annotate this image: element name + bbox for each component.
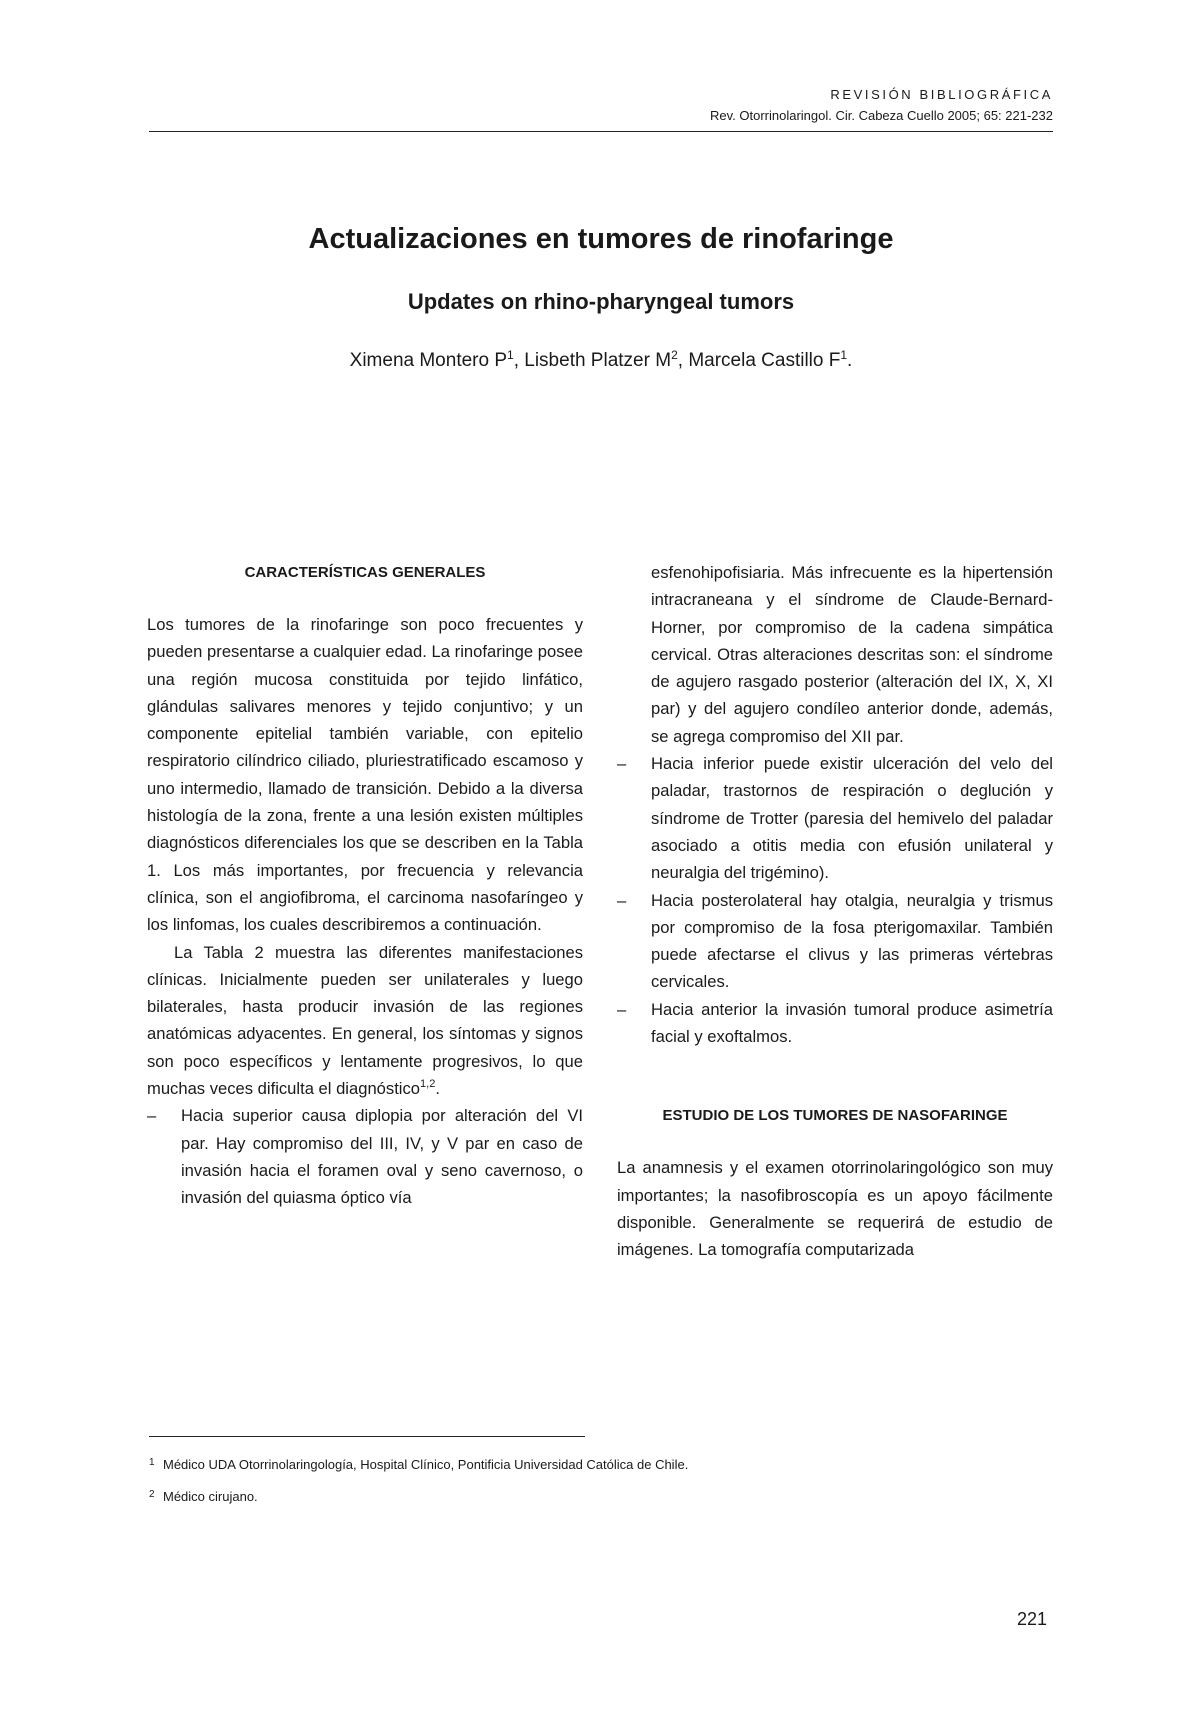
spacer xyxy=(147,586,583,611)
author-name: Lisbeth Platzer M xyxy=(524,350,672,371)
list-item xyxy=(617,996,1053,1051)
author-list xyxy=(149,347,1053,375)
author-affiliation-marker: 2 xyxy=(671,348,678,362)
left-column xyxy=(147,559,583,1212)
footnote-rule xyxy=(149,1436,585,1437)
paragraph-text: La Tabla 2 muestra las diferentes manifestaciones clínicas. Inicialmente pueden ser unilaterales y luego bilaterales, hasta producir invasión de las regiones anatómicas adyacentes. En general, los síntomas y signos son poco específicos y lentamente progresivos, lo que muchas veces dificulta el diagnóstico xyxy=(147,942,583,1099)
author-name: Ximena Montero P xyxy=(349,350,508,371)
list-item-continued xyxy=(617,559,1053,750)
dash-marker: – xyxy=(617,999,627,1019)
journal-citation: Rev. Otorrinolaringol. Cir. Cabeza Cuello 2005; 65: 221-232 xyxy=(709,108,1053,123)
author-affiliation-marker: 1 xyxy=(840,348,848,362)
dash-marker: – xyxy=(617,754,627,774)
footnote-text: Médico cirujano. xyxy=(163,1489,258,1504)
list-item xyxy=(617,887,1053,996)
list-item-text: Hacia inferior puede existir ulceración del velo del paladar, trastornos de respiración o deglución y síndrome de Trotter (paresia del hemivelo del paladar asociado a otitis media con efusión unilateral y neuralgia del trigémino). xyxy=(651,754,1053,883)
list-item xyxy=(147,1102,583,1211)
footnote-marker: 1 xyxy=(149,1457,155,1468)
author-separator: . xyxy=(847,350,853,371)
author-separator: , xyxy=(677,350,689,371)
paragraph: La anamnesis y el examen otorrinolaringológico son muy importantes; la nasofibroscopía es un apoyo fácilmente disponible. Generalmente se requerirá de estudio de imágenes. La tomografía computarizada xyxy=(617,1158,1053,1260)
author-affiliation-marker: 1 xyxy=(507,348,514,362)
section-label: REVISIÓN BIBLIOGRÁFICA xyxy=(830,87,1053,102)
section-heading-caracteristicas: CARACTERÍSTICAS GENERALES xyxy=(244,564,486,581)
article-subtitle: Updates on rhino-pharyngeal tumors xyxy=(407,289,795,314)
paragraph-end: . xyxy=(435,1079,440,1099)
footnote-text: Médico UDA Otorrinolaringología, Hospital Clínico, Pontificia Universidad Católica de Chile. xyxy=(163,1457,689,1472)
footnote xyxy=(149,1448,949,1480)
author-name: Marcela Castillo F xyxy=(688,350,841,371)
section-heading-estudio: ESTUDIO DE LOS TUMORES DE NASOFARINGE xyxy=(662,1107,1008,1125)
running-header xyxy=(710,87,1053,126)
spacer xyxy=(617,1129,1053,1154)
right-column xyxy=(617,559,1053,1264)
list-item-text: Hacia posterolateral hay otalgia, neuralgia y trismus por compromiso de la fosa pterigomaxilar. También puede afectarse el clivus y las primeras vértebras cervicales. xyxy=(651,890,1053,992)
list-item-text: Hacia anterior la invasión tumoral produce asimetría facial y exoftalmos. xyxy=(651,999,1053,1047)
dash-marker: – xyxy=(617,890,627,910)
footnotes xyxy=(149,1448,949,1512)
dash-marker: – xyxy=(147,1106,157,1126)
article-title: Actualizaciones en tumores de rinofaringe xyxy=(308,223,894,255)
list-item-text: esfenohipofisiaria. Más infrecuente es la hipertensión intracraneana y el síndrome de Claude-Bernard-Horner, por compromiso de la cadena simpática cervical. Otras alteraciones descritas son: el síndrome de agujero rasgado posterior (alteración del IX, X, XI par) y del agujero condíleo anterior donde, además, se agrega compromiso del XII par. xyxy=(651,563,1053,746)
spacer xyxy=(617,1050,1053,1102)
paragraph xyxy=(147,939,583,1103)
list-item-text: Hacia superior causa diplopia por alteración del VI par. Hay compromiso del III, IV, y V par en caso de invasión hacia el foramen oval y seno cavernoso, o invasión del quiasma óptico vía xyxy=(181,1106,583,1208)
page-number: 221 xyxy=(1016,1609,1047,1629)
footnote-marker: 2 xyxy=(149,1489,155,1500)
author-separator: , xyxy=(513,350,525,371)
citation-reference: 1,2 xyxy=(420,1078,436,1091)
list-item xyxy=(617,750,1053,886)
footnote xyxy=(149,1480,949,1512)
paragraph: Los tumores de la rinofaringe son poco frecuentes y pueden presentarse a cualquier edad. La rinofaringe posee una región mucosa constituida por tejido linfático, glándulas salivares menores y tejido conjuntivo; y un componente epitelial también variable, con epitelio respiratorio cilíndrico ciliado, pluriestratificado escamoso y uno intermedio, llamado de transición. Debido a la diversa histología de la zona, frente a una lesión existen múltiples diagnósticos diferenciales los que se describen en la Tabla 1. Los más importantes, por frecuencia y relevancia clínica, son el angiofibroma, el carcinoma nasofaríngeo y los linfomas, los cuales describiremos a continuación. xyxy=(147,615,583,935)
header-rule xyxy=(149,131,1053,132)
